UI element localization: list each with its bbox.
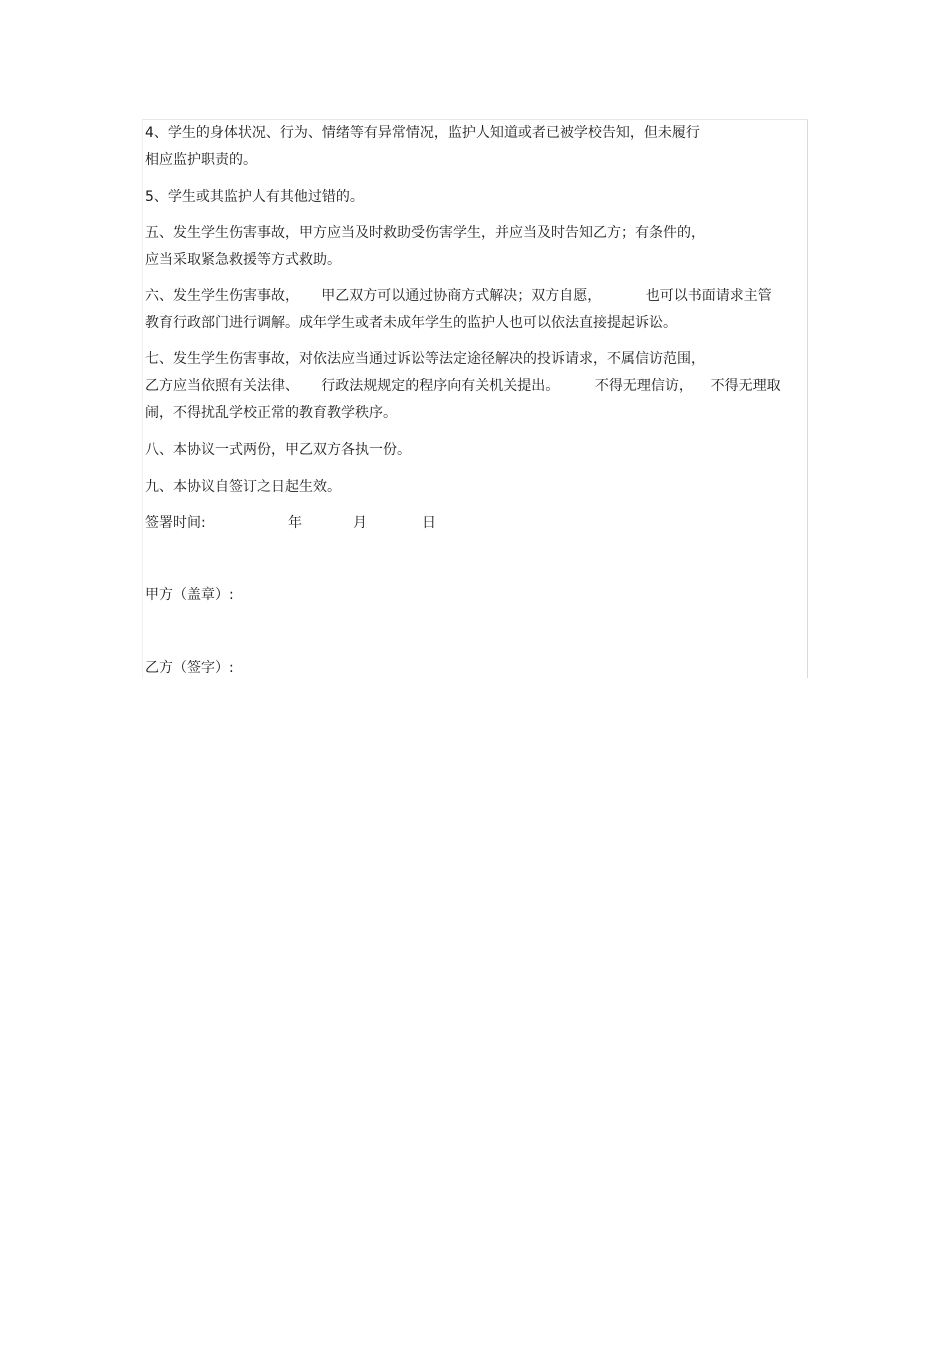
- party-b-label: 乙方（签字）:: [145, 660, 234, 676]
- clause-seven-line-1: 七、发生学生伤害事故，对依法应当通过诉讼等法定途径解决的投诉请求，不属信访范围，: [145, 351, 705, 367]
- clause-seven-line-2: 乙方应当依照有关法律、 行政法规规定的程序向有关机关提出。 不得无理信访， 不得无理取: [145, 378, 781, 394]
- clause-4-line-1: 4、学生的身体状况、行为、情绪等有异常情况，监护人知道或者已被学校告知，但未履行: [145, 125, 700, 141]
- year-label: 年: [288, 515, 302, 531]
- clause-seven-line-3: 闹，不得扰乱学校正常的教育教学秩序。: [145, 405, 397, 421]
- clause-5: 5、学生或其监护人有其他过错的。: [145, 189, 364, 205]
- clause-six-line-2: 教育行政部门进行调解。成年学生或者未成年学生的监护人也可以依法直接提起诉讼。: [145, 315, 677, 331]
- clause-five-line-1: 五、发生学生伤害事故，甲方应当及时救助受伤害学生，并应当及时告知乙方；有条件的，: [145, 225, 705, 241]
- clause-six-line-1: 六、发生学生伤害事故， 甲乙双方可以通过协商方式解决；双方自愿， 也可以书面请求主管: [145, 288, 772, 304]
- day-label: 日: [422, 515, 436, 531]
- clause-eight: 八、本协议一式两份，甲乙双方各执一份。: [145, 442, 411, 458]
- clause-nine: 九、本协议自签订之日起生效。: [145, 479, 341, 495]
- clause-4-line-2: 相应监护职责的。: [145, 152, 257, 168]
- month-label: 月: [353, 515, 367, 531]
- party-a-label: 甲方（盖章）:: [145, 587, 234, 603]
- signing-date-label: 签署时间:: [145, 515, 206, 531]
- clause-five-line-2: 应当采取紧急救援等方式救助。: [145, 252, 341, 268]
